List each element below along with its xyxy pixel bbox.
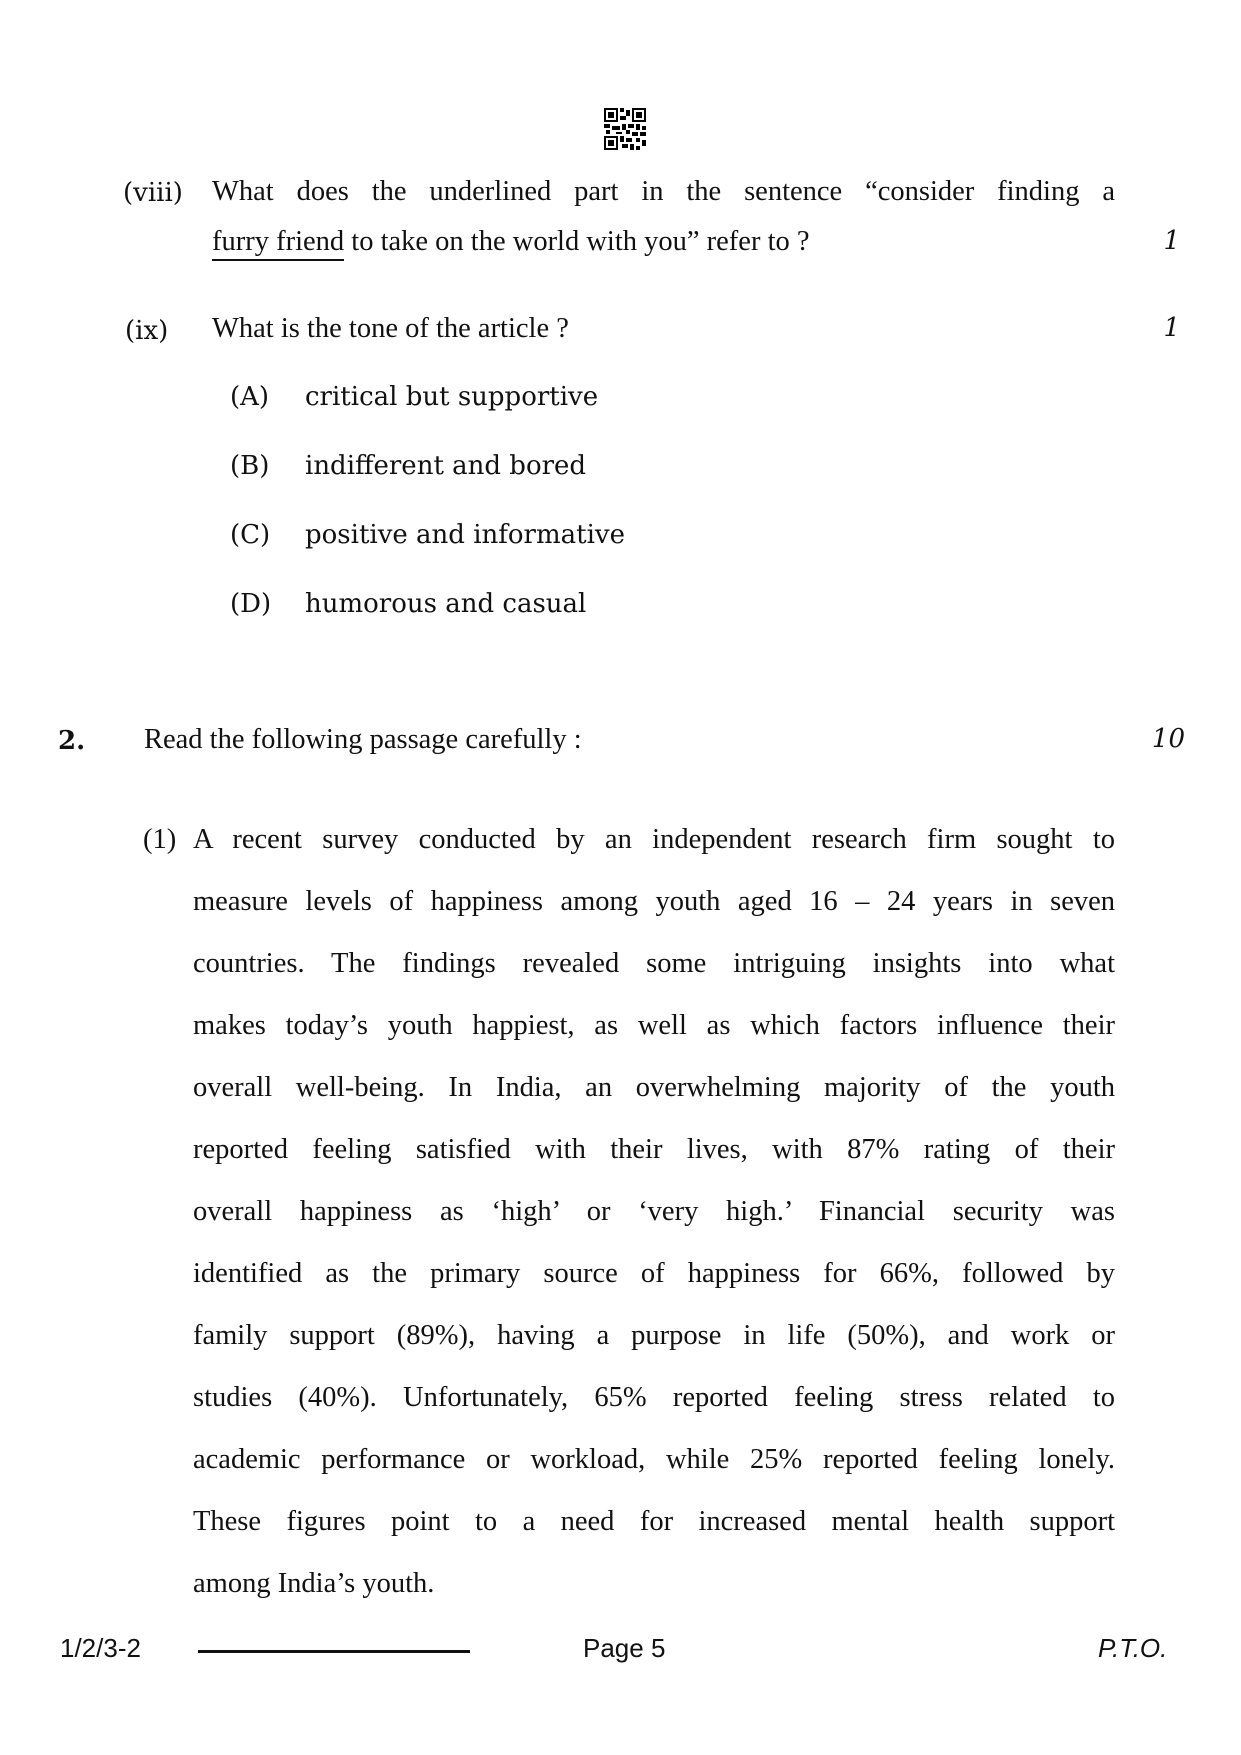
option-label: (D)	[230, 589, 272, 619]
passage-line: reported feeling satisfied with their lives, with 87% rating of their	[193, 1134, 1115, 1165]
question-number: (viii)	[123, 178, 183, 208]
passage-line: among India’s youth.	[193, 1568, 435, 1599]
question-instruction: Read the following passage carefully :	[144, 724, 582, 755]
question-number: (ix)	[125, 316, 169, 346]
question-number: 2.	[58, 726, 86, 756]
passage-line: makes today’s youth happiest, as well as which factors influence their	[193, 1010, 1115, 1041]
option-text: positive and informative	[305, 520, 625, 550]
underlined-phrase: furry friend	[212, 226, 344, 261]
passage-line: studies (40%). Unfortunately, 65% reported feeling stress related to	[193, 1382, 1115, 1413]
pto-label: P.T.O.	[1098, 1633, 1168, 1663]
passage-line: These figures point to a need for increased mental health support	[193, 1506, 1115, 1537]
qr-code-icon	[604, 108, 646, 150]
question-text: What is the tone of the article ?	[212, 313, 569, 344]
option-label: (B)	[230, 451, 270, 481]
passage-line: countries. The findings revealed some intriguing insights into what	[193, 948, 1115, 979]
passage-line: family support (89%), having a purpose in life (50%), and work or	[193, 1320, 1115, 1351]
option-text: indifferent and bored	[305, 451, 587, 481]
marks: 1	[1163, 226, 1180, 256]
option-label: (A)	[230, 382, 270, 412]
option-text: critical but supportive	[305, 382, 599, 412]
footer-rule	[198, 1650, 470, 1653]
question-text-rest: to take on the world with you” refer to ?	[344, 226, 810, 257]
question-text-line1: What does the underlined part in the sentence “consider finding a	[212, 176, 1115, 207]
passage-line: academic performance or workload, while 25% reported feeling lonely.	[193, 1444, 1115, 1475]
passage-line: overall happiness as ‘high’ or ‘very high.’ Financial security was	[193, 1196, 1115, 1227]
passage-line: identified as the primary source of happiness for 66%, followed by	[193, 1258, 1115, 1289]
passage-line: A recent survey conducted by an independent research firm sought to	[193, 824, 1115, 855]
passage-line: overall well-being. In India, an overwhelming majority of the youth	[193, 1072, 1115, 1103]
marks: 1	[1163, 313, 1180, 343]
question-text-line2	[212, 226, 810, 258]
paragraph-label: (1)	[143, 824, 177, 855]
option-text: humorous and casual	[305, 589, 587, 619]
page-number: Page 5	[583, 1633, 666, 1663]
passage-line: measure levels of happiness among youth aged 16 – 24 years in seven	[193, 886, 1115, 917]
paper-code: 1/2/3-2	[60, 1633, 141, 1663]
marks: 10	[1151, 724, 1185, 754]
option-label: (C)	[230, 520, 271, 550]
